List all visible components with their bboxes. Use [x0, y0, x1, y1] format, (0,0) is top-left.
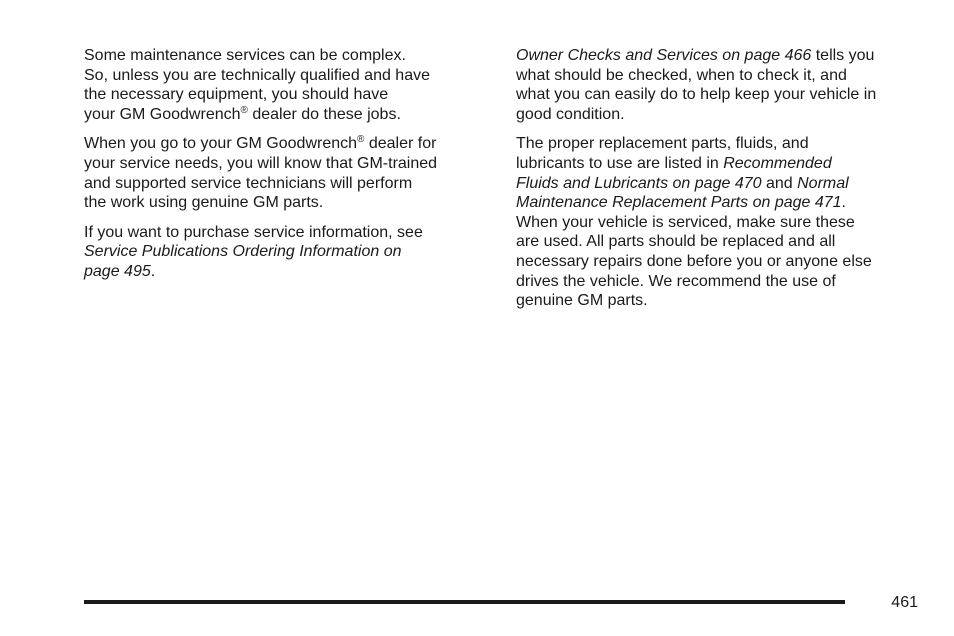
- text-line: [516, 193, 926, 213]
- text-line: [84, 134, 489, 154]
- text-fragment: dealer do these jobs.: [247, 105, 401, 123]
- text-line: good condition.: [516, 105, 625, 123]
- text-line: [516, 154, 926, 174]
- text-line: [84, 242, 489, 262]
- text-line: what you can easily do to help keep your vehicle in: [516, 86, 877, 104]
- text-line: [516, 174, 926, 194]
- cross-reference-link[interactable]: Owner Checks and Services on page 466: [516, 47, 812, 64]
- text-line: are used. All parts should be replaced and all: [516, 233, 836, 251]
- text-line: [516, 46, 926, 66]
- text-fragment: your GM Goodwrench: [84, 105, 241, 123]
- text-line: and supported service technicians will perform: [84, 174, 413, 192]
- page-number: 461: [891, 594, 918, 611]
- text-line: The proper replacement parts, fluids, and: [516, 135, 809, 153]
- footer-rule: [84, 600, 845, 604]
- text-line: [84, 105, 489, 125]
- cross-reference-link[interactable]: Maintenance Replacement Parts on page 471: [516, 194, 842, 212]
- left-column: [84, 46, 489, 292]
- cross-reference-link[interactable]: Recommended: [723, 154, 832, 172]
- text-line: When your vehicle is serviced, make sure these: [516, 213, 855, 231]
- cross-reference-link[interactable]: page 495: [84, 262, 151, 280]
- text-line: the work using genuine GM parts.: [84, 194, 324, 212]
- text-line: So, unless you are technically qualified and have: [84, 66, 430, 84]
- text-fragment: dealer for: [364, 135, 437, 153]
- service-information-paragraph: [84, 223, 489, 282]
- goodwrench-dealer-paragraph: [84, 134, 489, 212]
- cross-reference-link[interactable]: Normal: [797, 174, 849, 192]
- text-fragment: tells you: [811, 47, 875, 64]
- owner-checks-paragraph: [516, 46, 926, 124]
- text-line: necessary repairs done before you or anyone else: [516, 252, 872, 270]
- text-line: If you want to purchase service information, see: [84, 223, 423, 241]
- text-line: your service needs, you will know that GM-trained: [84, 154, 438, 172]
- text-fragment: lubricants to use are listed in: [516, 154, 724, 172]
- registered-mark: ®: [357, 134, 365, 146]
- text-line: genuine GM parts.: [516, 292, 648, 310]
- text-fragment: .: [841, 194, 846, 212]
- text-line: Some maintenance services can be complex.: [84, 47, 406, 64]
- text-line: what should be checked, when to check it, and: [516, 66, 847, 84]
- cross-reference-link[interactable]: Fluids and Lubricants on page 470: [516, 174, 762, 192]
- text-line: the necessary equipment, you should have: [84, 86, 389, 104]
- right-column: [516, 46, 926, 321]
- text-fragment: When you go to your GM Goodwrench: [84, 135, 358, 153]
- cross-reference-link[interactable]: Service Publications Ordering Information on: [84, 243, 402, 261]
- registered-mark: ®: [240, 104, 248, 116]
- complex-services-paragraph: [84, 46, 489, 124]
- text-line: [84, 262, 489, 282]
- text-fragment: and: [761, 174, 798, 192]
- replacement-parts-paragraph: [516, 134, 926, 310]
- text-fragment: .: [150, 262, 156, 280]
- text-line: drives the vehicle. We recommend the use of: [516, 272, 836, 290]
